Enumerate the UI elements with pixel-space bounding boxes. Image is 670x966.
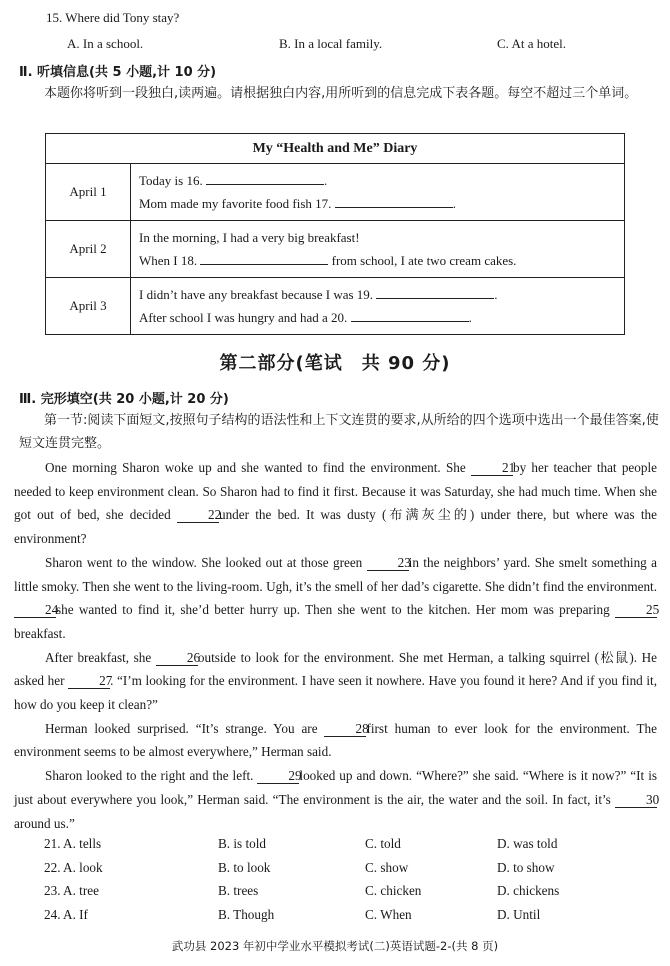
q15-option-a: A. In a school. (67, 36, 144, 51)
choice-option: D. chickens (497, 883, 560, 898)
cloze-blank-21: 21 (471, 460, 513, 476)
section-3-heading: Ⅲ. 完形填空(共 20 小题,计 20 分) (19, 392, 229, 407)
choice-option: 22. A. look (44, 859, 103, 875)
part-2-heading: 第二部分(笔试 共 90 分) (219, 353, 451, 374)
answer-blank-17 (335, 195, 453, 208)
choice-option: D. Until (497, 906, 541, 922)
choice-row (44, 907, 644, 931)
choice-option: C. show (365, 859, 409, 875)
section-2-heading: Ⅱ. 听填信息(共 5 小题,计 10 分) (19, 65, 217, 80)
passage-paragraph: Sharon looked to the right and the left. 29looked up and down. “Where?” she said. “Where is it now?” “It is just about everywhere you look,” Herman said. “The environment is the air, the water and the soil. In fact, it’s 30around us.” (14, 768, 660, 831)
passage-paragraph: Sharon went to the window. She looked out at those green 23in the neighbors’ yard. She smelt something a little smoky. Then she went to the living-room. Ugh, it’s the smell of her dad’s cigarette. She didn’t find the environment. 24she wanted to find it, she’d better hurry up. Then she went to the kitchen. Her mom was preparing 25breakfast. (14, 554, 660, 641)
answer-blank-16 (206, 172, 324, 185)
diary-entry (131, 164, 625, 221)
choice-option: B. Though (218, 906, 275, 922)
choice-option: 21. A. tells (44, 836, 102, 851)
diary-entry (131, 278, 625, 335)
choice-row (44, 860, 644, 884)
choice-option: B. to look (218, 859, 271, 875)
entry-text: Mom made my favorite food fish 17. (139, 196, 332, 211)
diary-date: April 3 (46, 278, 131, 335)
entry-text: . (494, 287, 498, 302)
cloze-blank-26: 26 (156, 650, 198, 666)
entry-text: . (452, 196, 456, 211)
choice-option: 23. A. tree (44, 883, 99, 898)
choice-row (44, 836, 644, 860)
cloze-blank-28: 28 (324, 721, 366, 737)
choice-option: D. to show (497, 859, 555, 875)
table-row (46, 164, 625, 221)
choice-option: 24. A. If (44, 906, 88, 922)
entry-text: . (323, 173, 328, 188)
cloze-blank-24: 24 (14, 602, 56, 618)
answer-blank-18 (200, 252, 328, 265)
entry-text: I didn’t have any breakfast because I was 19. (139, 287, 374, 302)
cloze-blank-27: 27 (68, 673, 110, 689)
cloze-blank-22: 22 (177, 507, 219, 523)
cloze-blank-29: 29 (257, 768, 299, 784)
entry-text: In the morning, I had a very big breakfast! (139, 230, 360, 245)
entry-text: When I 18. (139, 253, 198, 268)
passage-paragraph: After breakfast, she 26outside to look for the environment. She met Herman, a talking squirrel (松鼠). He asked her 27. “I’m looking for the environment. I have seen it nowhere. Have you found it here? And if you find it, how do you keep it clean?” (14, 649, 658, 713)
diary-table (45, 133, 625, 335)
table-row (46, 221, 625, 278)
answer-blank-19 (376, 286, 494, 299)
choice-option: C. told (365, 836, 401, 851)
section-3-instruction: 第一节:阅读下面短文,按照句子结构的语法性和上下文连贯的要求,从所给的四个选项中选出一个最佳答案,使短文连贯完整。 (19, 413, 659, 451)
diary-title: My “Health and Me” Diary (46, 134, 625, 164)
section-2-instruction: 本题你将听到一段独白,读两遍。请根据独白内容,用所听到的信息完成下表各题。每空不超过三个单词。 (44, 86, 638, 101)
q15-option-c: C. At a hotel. (497, 36, 566, 51)
passage-paragraph: One morning Sharon woke up and she wanted to find the environment. She 21by her teacher that people needed to keep environment clean. So Sharon had to find it first. Because it was Saturday, she had much time. When she got out of bed, she decided 22under the bed. It was dusty (布满灰尘的) under there, but where was the environment? (14, 460, 657, 547)
q15-option-b: B. In a local family. (279, 36, 383, 51)
entry-text: Today is 16. (139, 173, 203, 188)
diary-date: April 1 (46, 164, 131, 221)
answer-choices (44, 836, 644, 930)
diary-entry (131, 221, 625, 278)
choice-option: C. chicken (365, 883, 422, 898)
cloze-blank-25: 25 (615, 602, 657, 618)
table-row (46, 278, 625, 335)
entry-text: from school, I ate two cream cakes. (331, 253, 517, 268)
entry-text: After school I was hungry and had a 20. (139, 310, 348, 325)
cloze-passage (14, 456, 660, 835)
cloze-blank-30: 30 (615, 792, 657, 808)
choice-row (44, 883, 644, 907)
page-footer: 武功县 2023 年初中学业水平模拟考试(二)英语试题-2-(共 8 页) (171, 939, 499, 953)
choice-option: D. was told (497, 836, 558, 851)
choice-option: C. When (365, 906, 412, 922)
diary-date: April 2 (46, 221, 131, 278)
passage-paragraph: Herman looked surprised. “It’s strange. You are 28first human to ever look for the environment. The environment seems to be almost everywhere,” Herman said. (14, 720, 658, 760)
question-15: 15. Where did Tony stay? (46, 10, 180, 25)
choice-option: B. trees (218, 883, 259, 898)
entry-text: . (468, 310, 472, 325)
choice-option: B. is told (218, 836, 266, 851)
cloze-blank-23: 23 (367, 555, 409, 571)
answer-blank-20 (351, 309, 469, 322)
